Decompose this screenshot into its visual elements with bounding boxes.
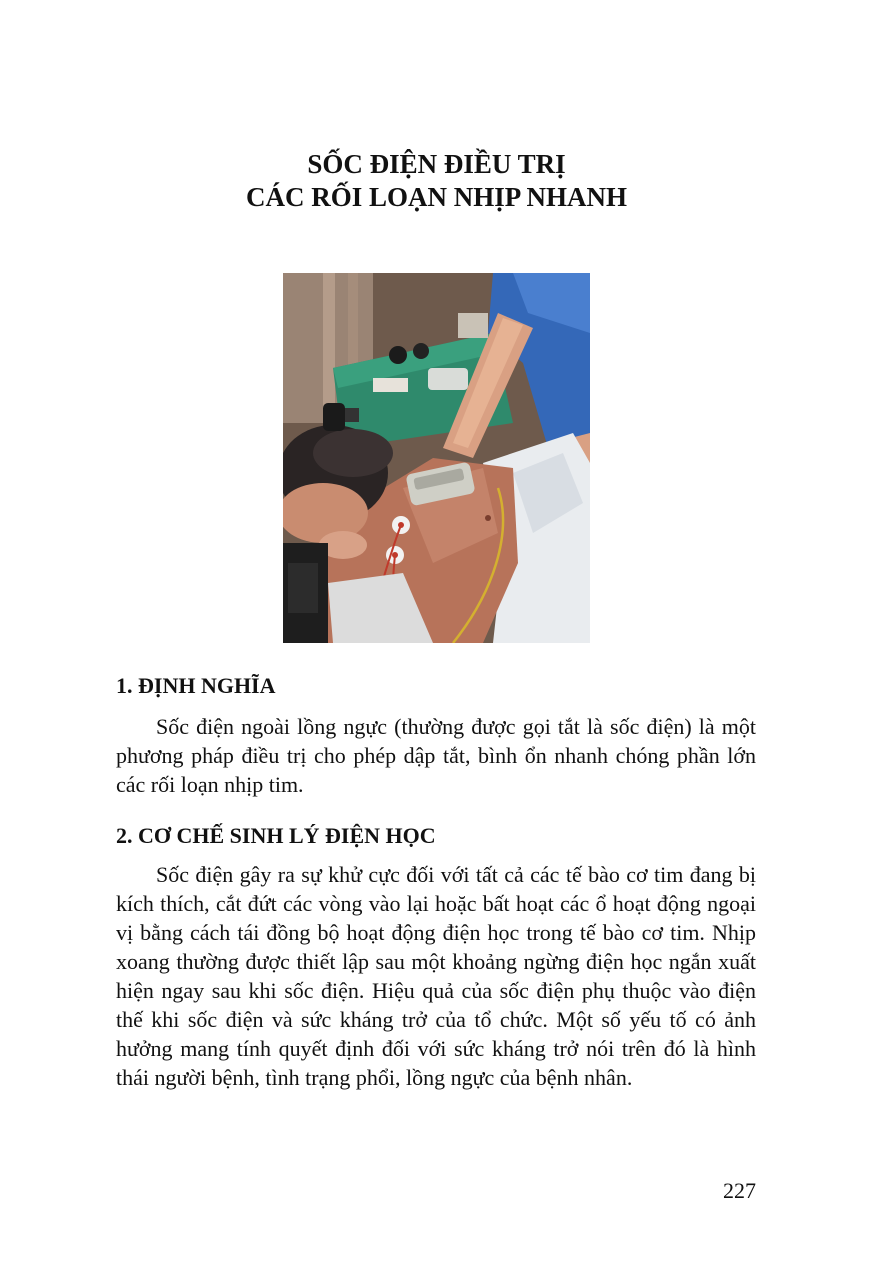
page-number: 227 <box>723 1178 756 1203</box>
defibrillation-photo <box>283 273 590 643</box>
page-title-line-2: CÁC RỐI LOẠN NHỊP NHANH <box>245 182 628 212</box>
section-body-definition: Sốc điện ngoài lồng ngực (thường được gọi tắt là sốc điện) là một phương pháp điều trị cho phép dập tắt, bình ổn nhanh chóng phần lớn các rối loạn nhịp tim. <box>116 714 756 797</box>
section-heading-definition: 1. ĐỊNH NGHĨA <box>116 673 276 698</box>
section-body-mechanism: Sốc điện gây ra sự khử cực đối với tất cả các tế bào cơ tim đang bị kích thích, cắt đứt các vòng vào lại hoặc bất hoạt các ổ hoạt động ngoại vị bằng cách tái đồng bộ hoạt động điện học trong tế bào cơ tim. Nhịp xoang thường được thiết lập sau một khoảng ngừng điện học ngắn xuất hiện ngay sau khi sốc điện. Hiệu quả của sốc điện phụ thuộc vào điện thế khi sốc điện và sức kháng trở của tổ chức. Một số yếu tố có ảnh hưởng mang tính quyết định đối với sức kháng trở nói trên đó là hình thái người bệnh, tình trạng phổi, lồng ngực của bệnh nhân. <box>116 862 756 1090</box>
page-title-line-1: SỐC ĐIỆN ĐIỀU TRỊ <box>307 149 566 179</box>
section-heading-mechanism: 2. CƠ CHẾ SINH LÝ ĐIỆN HỌC <box>116 823 436 848</box>
